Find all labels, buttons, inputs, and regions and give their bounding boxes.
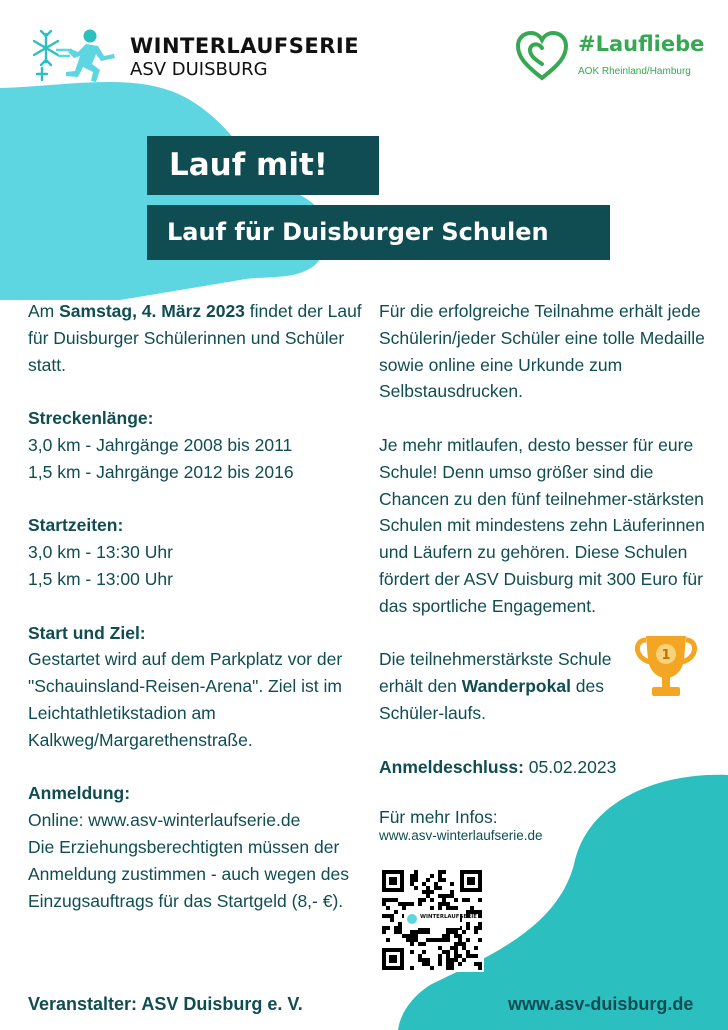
laufliebe-tag: #Laufliebe xyxy=(578,32,705,56)
brand-subtitle: ASV DUISBURG xyxy=(130,59,268,80)
title-banner: Lauf mit! xyxy=(147,136,379,195)
runner-snowflake-icon xyxy=(28,24,120,84)
deadline: Anmeldeschluss: 05.02.2023 xyxy=(379,756,617,777)
subtitle-banner: Lauf für Duisburger Schulen xyxy=(147,205,610,260)
trophy-number: 1 xyxy=(661,648,671,663)
distance-line: 1,5 km - Jahrgänge 2012 bis 2016 xyxy=(28,461,294,482)
registration-text: Die Erziehungsberechtigten müssen der Anmeldung zustimmen - auch wegen des Einzugsauftrags für das Startgeld (8,- €). xyxy=(28,836,350,911)
laufliebe-logo xyxy=(514,30,704,86)
venue-text: Gestartet wird auf dem Parkplatz vor der "Schauinsland-Reisen-Arena". Ziel ist im Leichtathletikstadion am Kalkweg/Margarethenstraße. xyxy=(28,649,343,750)
right-column xyxy=(379,298,719,845)
website-link[interactable]: www.asv-duisburg.de xyxy=(508,994,694,1014)
brand-title: WINTERLAUFSERIE xyxy=(130,34,360,58)
qr-caption: WINTERLAUFSERIE xyxy=(420,914,477,920)
trophy-text: Die teilnehmerstärkste Schule erhält den Wanderpokal des Schüler-laufs. xyxy=(379,649,612,723)
distance-heading: Streckenlänge: xyxy=(28,408,154,429)
winterlaufserie-logo xyxy=(28,24,358,84)
distance-line: 3,0 km - Jahrgänge 2008 bis 2011 xyxy=(28,434,293,455)
start-time-line: 1,5 km - 13:00 Uhr xyxy=(28,568,173,589)
qr-code-icon xyxy=(380,868,484,972)
medal-text: Für die erfolgreiche Teilnahme erhält jede Schülerin/jeder Schüler eine tolle Medaille sowie online eine Urkunde zum Selbstausdrucken. xyxy=(379,301,705,402)
wanderpokal: Wanderpokal xyxy=(461,676,571,697)
schools-text: Je mehr mitlaufen, desto besser für eure Schule! Denn umso größer sind die Chancen zu den fünf teilnehmer-stärksten Schulen mit mindestens zehn Läuferinnen und Läufern zu gehören. Diese Schulen fördert der ASV Duisburg mit 300 Euro für das sportliche Engagement. xyxy=(379,434,705,616)
start-time-line: 3,0 km - 13:30 Uhr xyxy=(28,542,173,563)
organizer: Veranstalter: ASV Duisburg e. V. xyxy=(28,994,303,1014)
start-times-heading: Startzeiten: xyxy=(28,515,124,536)
registration-online: Online: www.asv-winterlaufserie.de xyxy=(28,810,301,831)
venue-heading: Start und Ziel: xyxy=(28,622,146,643)
trophy-icon xyxy=(632,630,700,702)
registration-heading: Anmeldung: xyxy=(28,783,131,804)
intro-paragraph: Am Samstag, 4. März 2023 findet der Lauf für Duisburger Schülerinnen und Schüler statt. xyxy=(28,301,362,375)
left-column xyxy=(28,298,368,914)
aok-subtitle: AOK Rheinland/Hamburg xyxy=(578,66,691,77)
info-url: www.asv-winterlaufserie.de xyxy=(379,828,543,844)
event-date: Samstag, 4. März 2023 xyxy=(59,301,245,321)
info-label: Für mehr Infos: xyxy=(379,807,498,828)
heart-logo-icon xyxy=(514,30,570,82)
